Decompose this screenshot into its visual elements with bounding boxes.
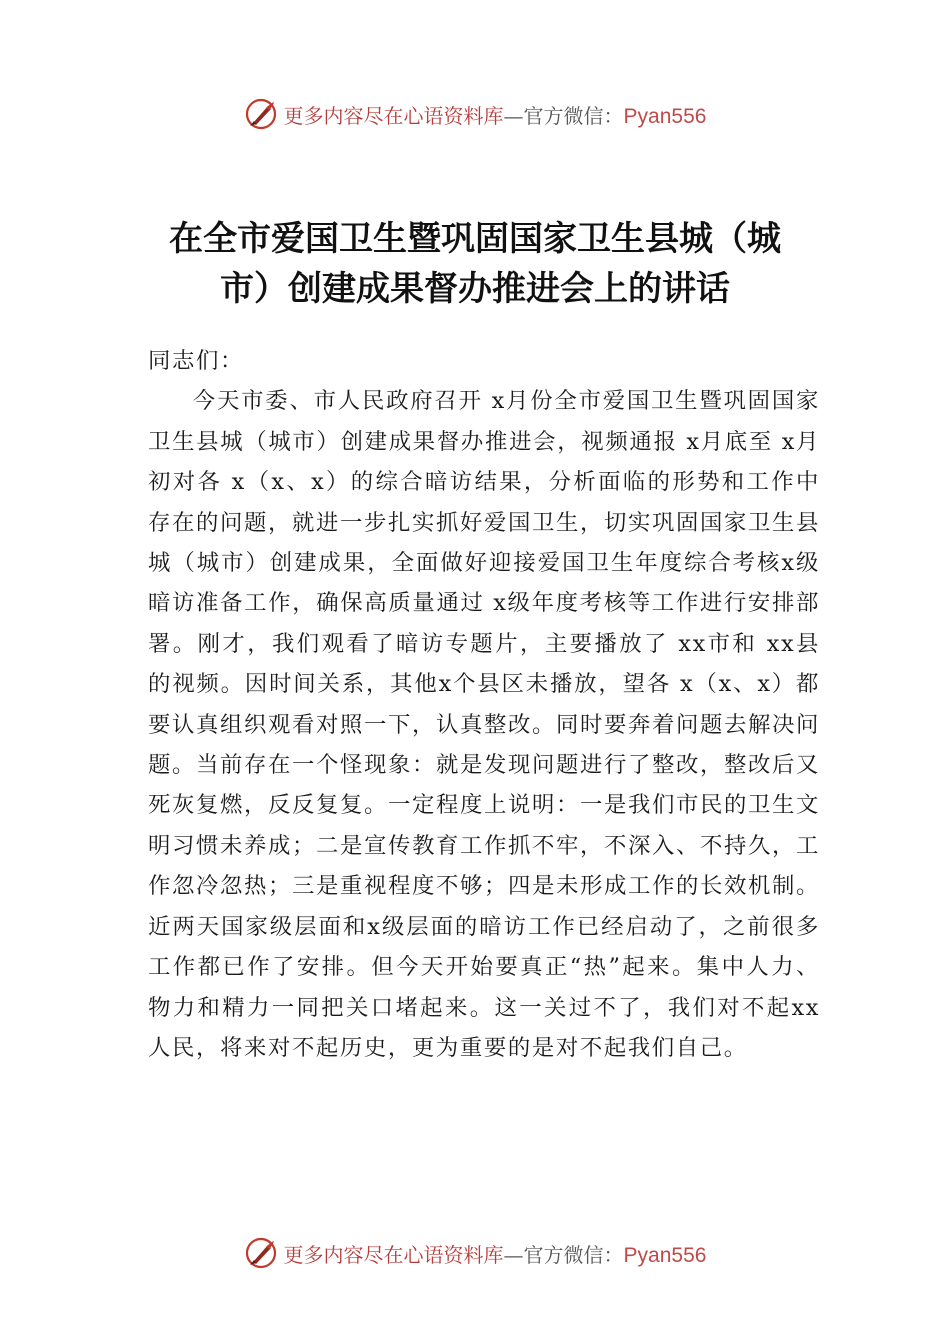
pen-feather-logo-icon	[244, 1236, 278, 1270]
watermark-wechat-id: Pyan556	[623, 104, 707, 128]
document-body	[148, 341, 820, 1068]
salutation: 同志们：	[148, 348, 244, 374]
watermark-official: —官方微信：	[503, 1242, 624, 1267]
title-line-1: 在全市爱国卫生暨巩固国家卫生县城（城	[169, 219, 781, 259]
watermark-text	[284, 1239, 707, 1268]
paragraph-1: 今天市委、市人民政府召开 x月份全市爱国卫生暨巩固国家卫生县城（城市）创建成果督办推进会，视频通报 x月底至 x月初对各 x（x、x）的综合暗访结果，分析面临的形势和工作中存在的问题，就进一步扎实抓好爱国卫生，切实巩固国家卫生县城（城市）创建成果，全面做好迎接爱国卫生年度综合考核x级暗访准备工作，确保高质量通过 x级年度考核等工作进行安排部署。刚才，我们观看了暗访专题片，主要播放了 xx市和 xx县的视频。因时间关系，其他x个县区未播放，望各 x（x、x）都要认真组织观看对照一下，认真整改。同时要奔着问题去解决问题。当前存在一个怪现象：就是发现问题进行了整改，整改后又死灰复燃，反反复复。一定程度上说明：一是我们市民的卫生文明习惯未养成；二是宣传教育工作抓不牢，不深入、不持久，工作忽冷忽热；三是重视程度不够；四是未形成工作的长效机制。近两天国家级层面和x级层面的暗访工作已经启动了，之前很多工作都已作了安排。但今天开始要真正“热”起来。集中人力、物力和精力一同把关口堵起来。这一关过不了，我们对不起xx 人民，将来对不起历史，更为重要的是对不起我们自己。	[148, 388, 820, 1061]
footer-watermark	[0, 1233, 950, 1273]
title-line-2: 市）创建成果督办推进会上的讲话	[220, 269, 730, 309]
document-title	[100, 214, 850, 314]
watermark-official: —官方微信：	[503, 103, 624, 128]
pen-feather-logo-icon	[244, 97, 278, 131]
header-watermark	[0, 94, 950, 134]
watermark-wechat-id: Pyan556	[623, 1243, 707, 1267]
watermark-brand: 更多内容尽在心语资料库	[283, 1242, 504, 1267]
watermark-text	[284, 100, 707, 129]
watermark-brand: 更多内容尽在心语资料库	[283, 103, 504, 128]
